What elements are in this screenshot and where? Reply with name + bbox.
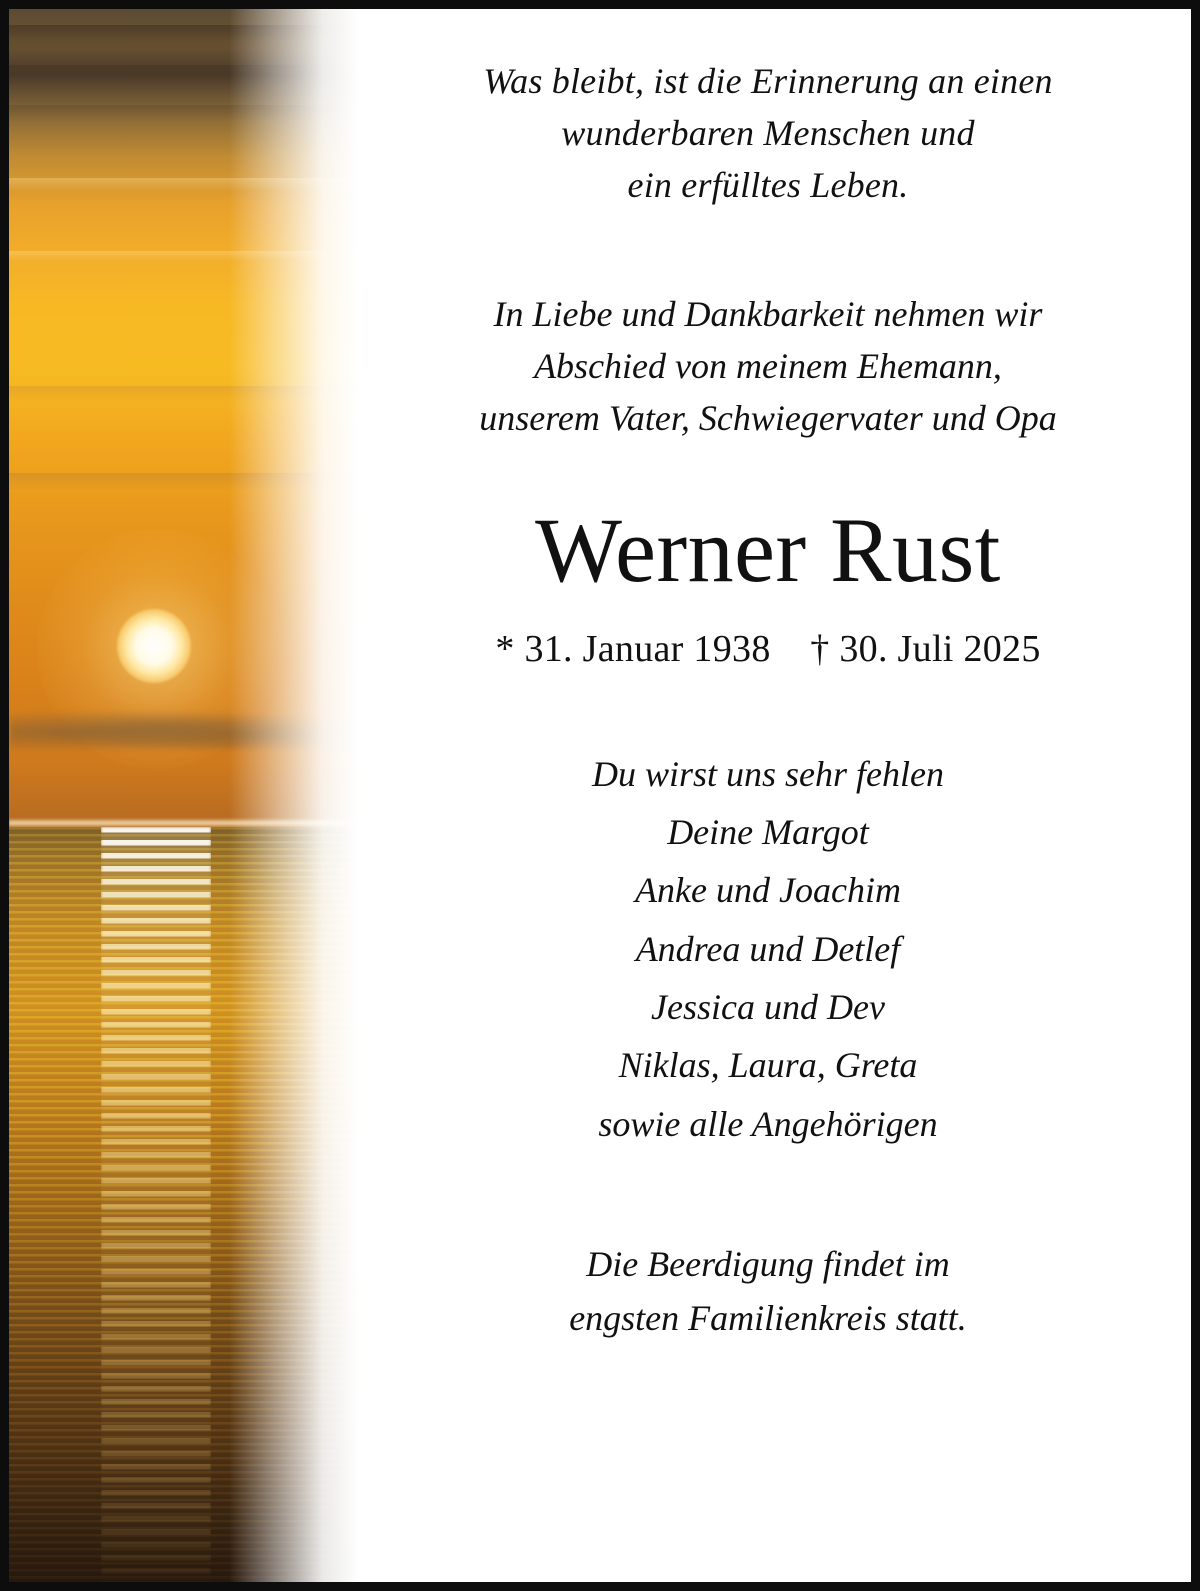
intro-line: In Liebe und Dankbarkeit nehmen wir — [493, 293, 1043, 334]
survivor-line: sowie alle Angehörigen — [598, 1103, 938, 1144]
survivor-line: Jessica und Dev — [651, 986, 885, 1027]
sunset-photo — [9, 9, 359, 1582]
life-dates — [385, 627, 1151, 671]
deceased-name: Werner Rust — [535, 499, 1001, 602]
survivors-list — [385, 745, 1151, 1153]
verse-line: Was bleibt, ist die Erinnerung an einen — [483, 61, 1053, 101]
intro-line: unserem Vater, Schwiegervater und Opa — [479, 397, 1057, 438]
survivor-line: Anke und Joachim — [635, 870, 901, 911]
birth-date: * 31. Januar 1938 — [495, 627, 771, 670]
intro-line: Abschied von meinem Ehemann, — [534, 345, 1002, 386]
closing-line: Die Beerdigung findet im — [586, 1243, 950, 1284]
introduction-text — [385, 288, 1151, 445]
survivor-line: Deine Margot — [667, 812, 869, 853]
memorial-verse — [385, 55, 1151, 212]
funeral-notice — [385, 1237, 1151, 1345]
death-date: † 30. Juli 2025 — [810, 627, 1041, 670]
survivor-line: Andrea und Detlef — [635, 928, 901, 969]
verse-line: ein erfülltes Leben. — [627, 165, 909, 206]
notice-text-column — [359, 9, 1191, 1582]
verse-line: wunderbaren Menschen und — [561, 113, 975, 154]
sun-reflection-path — [101, 827, 211, 1582]
survivor-line: Niklas, Laura, Greta — [618, 1045, 918, 1086]
closing-line: engsten Familienkreis statt. — [569, 1297, 967, 1338]
image-fade-edge — [229, 9, 359, 1582]
survivor-line: Du wirst uns sehr fehlen — [591, 753, 944, 794]
sun-disc — [117, 609, 191, 683]
